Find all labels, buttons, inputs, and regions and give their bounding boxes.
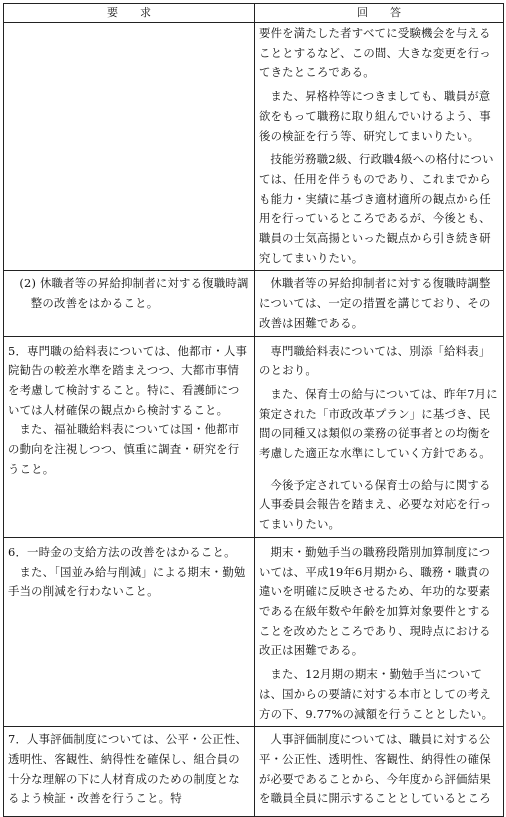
answer-cell — [255, 336, 504, 537]
answer-paragraph: また、12月期の期末・勤勉手当については、国からの要請に対する本市としての考え方の下、9.77%の減額を行うこととしたい。 — [259, 667, 494, 721]
request-item: 7．人事評価制度については、公平・公正性、透明性、客観性、納得性を確保し、組合員の十分な理解の下に人材育成のための制度となるよう検証・改善を行うこと。特 — [8, 732, 248, 806]
answer-cell — [255, 23, 504, 271]
table-row — [4, 23, 504, 271]
request-cell — [4, 271, 255, 336]
answer-cell — [255, 271, 504, 336]
answer-paragraph: 今後予定されている保育士の給与に関する人事委員会報告を踏まえ、必要な対応を行ってまいりたい。 — [259, 477, 492, 532]
answer-paragraph: また、保育士の給与については、昨年7月に策定された「市政改革プラン」に基づき、民間の同種又は類似の業務の従事者との均衡を考慮した適正な水準にしていく方針である。 — [259, 386, 498, 461]
request-item: 6．一時金の支給方法の改善をはかること。 — [8, 544, 236, 559]
request-cell — [4, 336, 255, 537]
answer-paragraph: 休職者等の昇給抑制者に対する復職時調整については、一定の措置を講じており、その改善は困難である。 — [259, 276, 491, 330]
request-column-header: 要 求 — [4, 4, 255, 23]
table-row — [4, 537, 504, 726]
answer-cell — [255, 537, 504, 726]
answer-paragraph: 人事評価制度については、職員に対する公平・公正性、透明性、客観性、納得性の確保が必要であることから、今年度から評価結果を職員全員に開示することとしているところ — [259, 732, 491, 806]
answer-paragraph: 技能労務職2級、行政職4級への格付については、任用を伴うものであり、これまでからも能力・実績に基づき適材適所の観点から任用を行っているところであるが、今後とも、職員の士気高揚といった観点から引き続き研究してまいりたい。 — [259, 152, 494, 265]
request-cell — [4, 537, 255, 726]
answer-column-header: 回 答 — [255, 4, 504, 23]
request-item: 5．専門職の給料表については、他都市・人事院勧告の較差水準を踏まえつつ、大都市事情を考慮して検討すること。特に、看護師については人材確保の観点から検討すること。 — [8, 343, 248, 417]
request-cell — [4, 727, 255, 817]
document-page — [3, 3, 503, 806]
request-paragraph: (2) 休職者等の昇給抑制者に対する復職時調整の改善をはかること。 — [19, 276, 249, 311]
answer-paragraph: 期末・勤勉手当の職務段階別加算制度については、平成19年6月期から、職務・職責の違いを明確に反映させるため、年功的な要素である在級年数や年齢を加算対象要件とすることを改めたところであり、現時点における改正は困難である。 — [259, 544, 491, 658]
answer-paragraph: また、昇格枠等につきましても、職員が意欲をもって職務に取り組んでいけるよう、事後の検証を行う等、研究してまいりたい。 — [259, 89, 491, 143]
answer-paragraph: 専門職給料表については、別添「給料表」のとおり。 — [259, 343, 491, 378]
request-paragraph: また、福祉職給料表については国・他都市の動向を注視しつつ、慎重に調査・研究を行うこと。 — [8, 422, 240, 476]
request-cell — [4, 23, 255, 271]
table-row — [4, 271, 504, 336]
table-header-row — [4, 4, 504, 23]
request-answer-table — [3, 3, 504, 817]
table-row — [4, 336, 504, 537]
table-row — [4, 727, 504, 817]
request-paragraph: また、「国並み給与削減」による期末・勤勉手当の削減を行わないこと。 — [8, 564, 246, 599]
answer-cell — [255, 727, 504, 817]
answer-paragraph: 要件を満たした者すべてに受験機会を与えることとするなど、この間、大きな変更を行ってきたところである。 — [259, 26, 491, 80]
